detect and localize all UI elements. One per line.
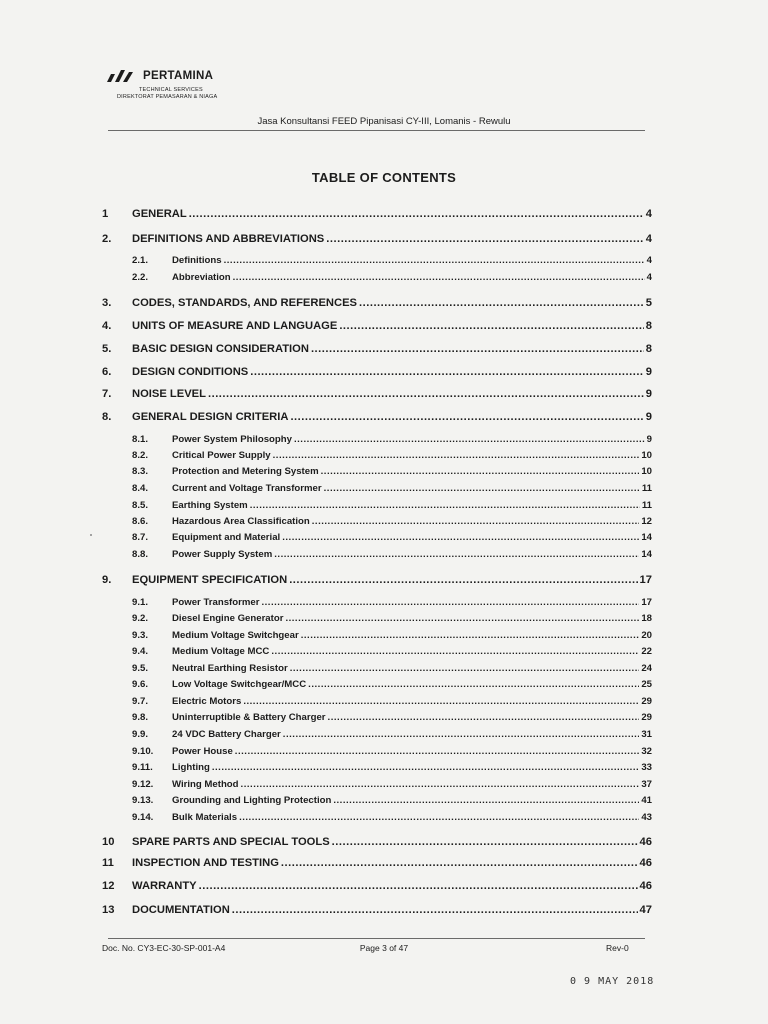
toc-subsection bbox=[132, 466, 652, 480]
toc-leader-dots bbox=[189, 208, 644, 220]
toc-leader-dots bbox=[239, 812, 639, 823]
toc-number: 9.13. bbox=[132, 795, 154, 806]
toc-subsection bbox=[132, 549, 652, 563]
toc-number: 8.3. bbox=[132, 466, 149, 477]
company-name: PERTAMINA bbox=[143, 70, 214, 82]
toc-title: DESIGN CONDITIONS bbox=[132, 366, 249, 378]
toc-number: 8.1. bbox=[132, 434, 149, 445]
toc-leader-dots bbox=[232, 904, 638, 916]
toc-leader-dots bbox=[233, 272, 645, 283]
toc-title: Definitions bbox=[172, 255, 222, 266]
toc-page-number: 9 bbox=[645, 411, 652, 423]
toc-page-number: 46 bbox=[639, 880, 652, 892]
toc-page-number: 10 bbox=[641, 450, 652, 461]
toc-title: Medium Voltage MCC bbox=[172, 646, 270, 657]
document-number: Doc. No. CY3-EC-30-SP-001-A4 bbox=[102, 943, 226, 953]
toc-number: 9.7. bbox=[132, 696, 149, 707]
toc-leader-dots bbox=[294, 434, 645, 445]
toc-leader-dots bbox=[311, 343, 644, 355]
toc-number: 8.4. bbox=[132, 483, 149, 494]
toc-number: 8.6. bbox=[132, 516, 149, 527]
toc-section bbox=[102, 880, 652, 896]
toc-leader-dots bbox=[326, 233, 644, 245]
toc-page-number: 20 bbox=[641, 630, 652, 641]
toc-number: 2.1. bbox=[132, 255, 149, 266]
toc-number: 9.1. bbox=[132, 597, 149, 608]
toc-title: NOISE LEVEL bbox=[132, 388, 206, 400]
toc-section bbox=[102, 857, 652, 873]
toc-page-number: 18 bbox=[641, 613, 652, 624]
toc-title: SPARE PARTS AND SPECIAL TOOLS bbox=[132, 836, 330, 848]
toc-leader-dots bbox=[243, 696, 639, 707]
footer-divider bbox=[108, 938, 645, 939]
toc-number: 4. bbox=[102, 320, 112, 332]
toc-number: 7. bbox=[102, 388, 112, 400]
toc-subsection bbox=[132, 500, 652, 514]
toc-leader-dots bbox=[285, 613, 639, 624]
toc-title: Abbreviation bbox=[172, 272, 231, 283]
toc-leader-dots bbox=[271, 646, 639, 657]
toc-number: 11 bbox=[102, 857, 114, 869]
toc-page-number: 14 bbox=[641, 532, 652, 543]
toc-subsection bbox=[132, 779, 652, 793]
toc-title: Grounding and Lighting Protection bbox=[172, 795, 332, 806]
toc-leader-dots bbox=[359, 297, 644, 309]
page-title: TABLE OF CONTENTS bbox=[311, 170, 457, 185]
toc-leader-dots bbox=[290, 663, 640, 674]
toc-title: Uninterruptible & Battery Charger bbox=[172, 712, 326, 723]
project-title: Jasa Konsultansi FEED Pipanisasi CY-III, Lomanis - Rewulu bbox=[257, 116, 511, 127]
toc-leader-dots bbox=[328, 712, 640, 723]
company-logo bbox=[103, 66, 253, 106]
toc-title: Protection and Metering System bbox=[172, 466, 319, 477]
toc-section bbox=[102, 411, 652, 427]
toc-title: EQUIPMENT SPECIFICATION bbox=[132, 574, 288, 586]
toc-leader-dots bbox=[250, 500, 640, 511]
toc-page-number: 46 bbox=[639, 836, 652, 848]
toc-page-number: 24 bbox=[641, 663, 652, 674]
toc-subsection bbox=[132, 696, 652, 710]
toc-title: Diesel Engine Generator bbox=[172, 613, 284, 624]
toc-title: Equipment and Material bbox=[172, 532, 281, 543]
toc-page-number: 11 bbox=[641, 500, 652, 511]
toc-page-number: 17 bbox=[639, 574, 652, 586]
toc-page-number: 14 bbox=[641, 549, 652, 560]
toc-page-number: 43 bbox=[641, 812, 652, 823]
toc-page-number: 9 bbox=[646, 434, 652, 445]
toc-title: Power Transformer bbox=[172, 597, 260, 608]
date-stamp: 0 9 MAY 2018 bbox=[570, 976, 655, 987]
toc-leader-dots bbox=[261, 597, 639, 608]
toc-number: 8. bbox=[102, 411, 112, 423]
toc-section bbox=[102, 574, 652, 590]
toc-subsection bbox=[132, 630, 652, 644]
toc-page-number: 4 bbox=[646, 272, 652, 283]
toc-subsection bbox=[132, 729, 652, 743]
toc-leader-dots bbox=[274, 549, 639, 560]
toc-number: 8.2. bbox=[132, 450, 149, 461]
toc-subsection bbox=[132, 516, 652, 530]
toc-page-number: 32 bbox=[641, 746, 652, 757]
toc-subsection bbox=[132, 679, 652, 693]
toc-section bbox=[102, 233, 652, 249]
toc-title: Lighting bbox=[172, 762, 210, 773]
toc-subsection bbox=[132, 762, 652, 776]
toc-number: 8.7. bbox=[132, 532, 149, 543]
toc-subsection bbox=[132, 450, 652, 464]
page-number: Page 3 of 47 bbox=[359, 943, 409, 953]
toc-leader-dots bbox=[282, 532, 639, 543]
toc-subsection bbox=[132, 812, 652, 826]
toc-page-number: 9 bbox=[645, 366, 652, 378]
toc-title: DOCUMENTATION bbox=[132, 904, 230, 916]
toc-subsection bbox=[132, 255, 652, 269]
toc-page-number: 22 bbox=[641, 646, 652, 657]
toc-title: GENERAL DESIGN CRITERIA bbox=[132, 411, 289, 423]
toc-subsection bbox=[132, 712, 652, 726]
toc-leader-dots bbox=[333, 795, 639, 806]
toc-title: Power System Philosophy bbox=[172, 434, 292, 445]
toc-number: 9.9. bbox=[132, 729, 149, 740]
toc-section bbox=[102, 904, 652, 920]
toc-title: Medium Voltage Switchgear bbox=[172, 630, 299, 641]
toc-page-number: 11 bbox=[641, 483, 652, 494]
toc-leader-dots bbox=[250, 366, 644, 378]
toc-title: Bulk Materials bbox=[172, 812, 238, 823]
toc-title: Hazardous Area Classification bbox=[172, 516, 310, 527]
division-name: TECHNICAL SERVICES bbox=[139, 87, 203, 93]
toc-title: Critical Power Supply bbox=[172, 450, 271, 461]
toc-leader-dots bbox=[199, 880, 638, 892]
toc-leader-dots bbox=[289, 574, 637, 586]
toc-page-number: 47 bbox=[639, 904, 652, 916]
toc-number: 8.5. bbox=[132, 500, 149, 511]
toc-leader-dots bbox=[308, 679, 639, 690]
toc-number: 10 bbox=[102, 836, 115, 848]
toc-subsection bbox=[132, 663, 652, 677]
toc-title: Earthing System bbox=[172, 500, 248, 511]
toc-number: 9.11. bbox=[132, 762, 153, 773]
toc-title: BASIC DESIGN CONSIDERATION bbox=[132, 343, 309, 355]
toc-leader-dots bbox=[241, 779, 640, 790]
toc-page-number: 5 bbox=[645, 297, 652, 309]
toc-page-number: 31 bbox=[641, 729, 652, 740]
toc-leader-dots bbox=[312, 516, 640, 527]
toc-leader-dots bbox=[212, 762, 640, 773]
toc-number: 5. bbox=[102, 343, 112, 355]
toc-section bbox=[102, 320, 652, 336]
toc-subsection bbox=[132, 434, 652, 448]
toc-subsection bbox=[132, 483, 652, 497]
scan-speck bbox=[90, 534, 92, 536]
toc-title: Electric Motors bbox=[172, 696, 242, 707]
toc-leader-dots bbox=[235, 746, 640, 757]
toc-page-number: 8 bbox=[645, 320, 652, 332]
toc-page-number: 33 bbox=[641, 762, 652, 773]
toc-number: 1 bbox=[102, 208, 109, 220]
toc-title: Power House bbox=[172, 746, 233, 757]
toc-number: 9.6. bbox=[132, 679, 149, 690]
toc-title: WARRANTY bbox=[132, 880, 197, 892]
toc-number: 9.12. bbox=[132, 779, 154, 790]
toc-number: 2. bbox=[102, 233, 112, 245]
toc-page-number: 41 bbox=[641, 795, 652, 806]
toc-page-number: 4 bbox=[646, 255, 652, 266]
toc-leader-dots bbox=[283, 729, 640, 740]
toc-title: INSPECTION AND TESTING bbox=[132, 857, 279, 869]
toc-page-number: 10 bbox=[641, 466, 652, 477]
toc-subsection bbox=[132, 272, 652, 286]
toc-number: 6. bbox=[102, 366, 112, 378]
pertamina-logo-icon bbox=[103, 68, 141, 84]
toc-leader-dots bbox=[208, 388, 644, 400]
toc-number: 8.8. bbox=[132, 549, 149, 560]
toc-page-number: 9 bbox=[645, 388, 652, 400]
toc-section bbox=[102, 343, 652, 359]
toc-subsection bbox=[132, 597, 652, 611]
toc-title: DEFINITIONS AND ABBREVIATIONS bbox=[132, 233, 325, 245]
toc-title: CODES, STANDARDS, AND REFERENCES bbox=[132, 297, 358, 309]
toc-number: 9.2. bbox=[132, 613, 149, 624]
toc-title: 24 VDC Battery Charger bbox=[172, 729, 281, 740]
toc-number: 9.10. bbox=[132, 746, 154, 757]
toc-number: 12 bbox=[102, 880, 115, 892]
toc-title: Power Supply System bbox=[172, 549, 273, 560]
toc-number: 13 bbox=[102, 904, 115, 916]
toc-number: 9.5. bbox=[132, 663, 149, 674]
toc-section bbox=[102, 208, 652, 224]
toc-section bbox=[102, 388, 652, 404]
directorate-name: DIREKTORAT PEMASARAN & NIAGA bbox=[117, 94, 218, 100]
toc-page-number: 4 bbox=[645, 208, 652, 220]
toc-section bbox=[102, 366, 652, 382]
toc-leader-dots bbox=[339, 320, 643, 332]
toc-number: 9.14. bbox=[132, 812, 154, 823]
toc-page-number: 17 bbox=[641, 597, 652, 608]
toc-leader-dots bbox=[290, 411, 643, 423]
toc-title: Current and Voltage Transformer bbox=[172, 483, 322, 494]
toc-title: UNITS OF MEASURE AND LANGUAGE bbox=[132, 320, 338, 332]
toc-subsection bbox=[132, 795, 652, 809]
toc-page-number: 29 bbox=[641, 696, 652, 707]
toc-leader-dots bbox=[301, 630, 640, 641]
toc-section bbox=[102, 297, 652, 313]
toc-leader-dots bbox=[224, 255, 645, 266]
toc-number: 9.4. bbox=[132, 646, 149, 657]
toc-number: 9. bbox=[102, 574, 112, 586]
toc-subsection bbox=[132, 646, 652, 660]
toc-number: 9.3. bbox=[132, 630, 149, 641]
toc-number: 9.8. bbox=[132, 712, 149, 723]
toc-number: 3. bbox=[102, 297, 112, 309]
toc-title: GENERAL bbox=[132, 208, 187, 220]
revision: Rev-0 bbox=[606, 943, 629, 953]
toc-leader-dots bbox=[332, 836, 638, 848]
toc-page-number: 29 bbox=[641, 712, 652, 723]
toc-subsection bbox=[132, 613, 652, 627]
toc-number: 2.2. bbox=[132, 272, 149, 283]
toc-title: Neutral Earthing Resistor bbox=[172, 663, 288, 674]
toc-subsection bbox=[132, 532, 652, 546]
toc-leader-dots bbox=[281, 857, 638, 869]
toc-title: Wiring Method bbox=[172, 779, 239, 790]
toc-page-number: 37 bbox=[641, 779, 652, 790]
toc-page-number: 12 bbox=[641, 516, 652, 527]
toc-title: Low Voltage Switchgear/MCC bbox=[172, 679, 307, 690]
toc-page-number: 25 bbox=[641, 679, 652, 690]
toc-leader-dots bbox=[273, 450, 640, 461]
toc-page-number: 4 bbox=[645, 233, 652, 245]
toc-leader-dots bbox=[321, 466, 640, 477]
toc-section bbox=[102, 836, 652, 852]
toc-leader-dots bbox=[324, 483, 640, 494]
toc-page-number: 46 bbox=[639, 857, 652, 869]
toc-page-number: 8 bbox=[645, 343, 652, 355]
header-divider bbox=[108, 130, 645, 131]
toc-subsection bbox=[132, 746, 652, 760]
